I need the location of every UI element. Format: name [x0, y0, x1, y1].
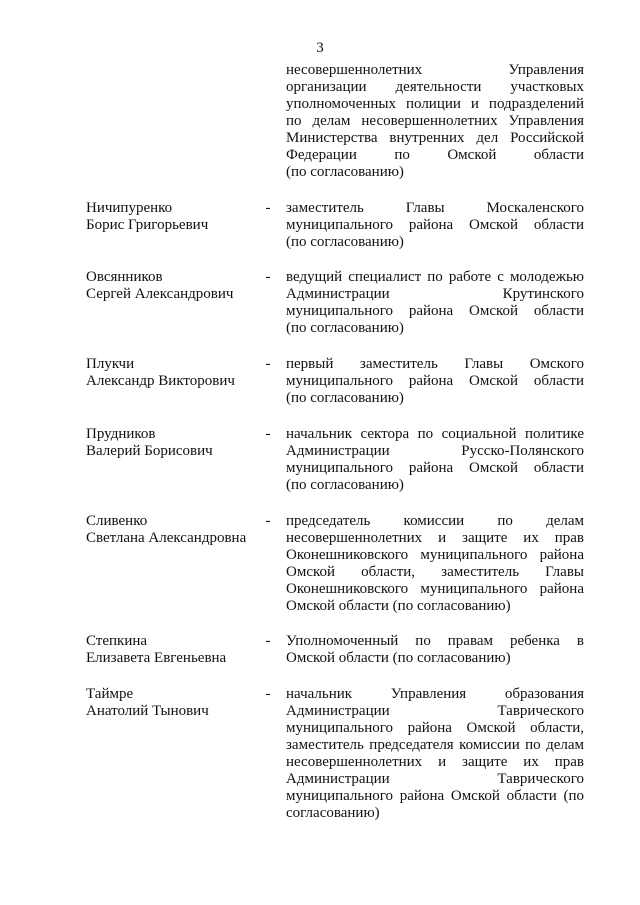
separator-dash: - [265, 356, 271, 372]
position-line: согласованию) [286, 805, 380, 821]
position-line: несовершеннолетних и защите их прав [286, 530, 584, 546]
member-given-names: Александр Викторович [86, 373, 235, 389]
member-surname: Ничипуренко [86, 200, 173, 216]
position-line: Оконешниковского муниципального района [286, 581, 584, 597]
position-line: муниципального района Омской области [286, 373, 584, 389]
text-line: несовершеннолетних Управления [286, 62, 584, 78]
position-line: Администрации Таврического [286, 771, 584, 787]
text-line: организации деятельности участковых [286, 79, 584, 95]
member-given-names: Елизавета Евгеньевна [86, 650, 227, 666]
member-surname: Овсянников [86, 269, 163, 285]
position-line: первый заместитель Главы Омского [286, 356, 584, 372]
member-position [286, 513, 584, 615]
position-line: муниципального района Омской области, [286, 720, 584, 736]
position-line: муниципального района Омской области (по [286, 788, 584, 804]
position-line: начальник сектора по социальной политике [286, 426, 584, 442]
member-name [86, 513, 256, 547]
member-surname: Таймре [86, 686, 134, 702]
separator-dash: - [265, 686, 271, 702]
separator-dash: - [265, 200, 271, 216]
member-position [286, 269, 584, 337]
position-line: муниципального района Омской области [286, 303, 584, 319]
member-given-names: Сергей Александрович [86, 286, 234, 302]
position-line: Омской области (по согласованию) [286, 650, 511, 666]
member-name [86, 633, 256, 667]
member-given-names: Светлана Александровна [86, 530, 247, 546]
position-line: муниципального района Омской области [286, 460, 584, 476]
member-surname: Сливенко [86, 513, 148, 529]
member-name [86, 356, 256, 390]
member-name [86, 269, 256, 303]
member-name [86, 686, 256, 720]
position-line: несовершеннолетних и защите их прав [286, 754, 584, 770]
member-position [286, 633, 584, 667]
position-line: ведущий специалист по работе с молодежью [286, 269, 584, 285]
member-given-names: Валерий Борисович [86, 443, 213, 459]
member-position [286, 200, 584, 251]
member-given-names: Анатолий Тынович [86, 703, 209, 719]
separator-dash: - [265, 633, 271, 649]
position-line: Администрации Русско-Полянского [286, 443, 584, 459]
member-surname: Плукчи [86, 356, 135, 372]
position-line: Омской области, заместитель Главы [286, 564, 584, 580]
member-surname: Прудников [86, 426, 156, 442]
member-position [286, 356, 584, 407]
position-line: Оконешниковского муниципального района [286, 547, 584, 563]
member-given-names: Борис Григорьевич [86, 217, 209, 233]
continued-position-text [286, 62, 584, 181]
text-line: (по согласованию) [286, 164, 404, 180]
separator-dash: - [265, 426, 271, 442]
position-line: Администрации Крутинского [286, 286, 584, 302]
text-line: уполномоченных полиции и подразделений [286, 96, 584, 112]
position-line: заместитель председателя комиссии по делам [286, 737, 584, 753]
member-surname: Степкина [86, 633, 148, 649]
page-number: 3 [316, 40, 324, 56]
member-position [286, 426, 584, 494]
position-line: Администрации Таврического [286, 703, 584, 719]
member-name [86, 426, 256, 460]
separator-dash: - [265, 513, 271, 529]
text-line: Федерации по Омской области [286, 147, 584, 163]
text-line: по делам несовершеннолетних Управления [286, 113, 584, 129]
position-line: председатель комиссии по делам [286, 513, 584, 529]
position-line: Уполномоченный по правам ребенка в [286, 633, 584, 649]
position-line: (по согласованию) [286, 477, 404, 493]
position-line: Омской области (по согласованию) [286, 598, 511, 614]
position-line: заместитель Главы Москаленского [286, 200, 584, 216]
position-line: муниципального района Омской области [286, 217, 584, 233]
member-position [286, 686, 584, 822]
position-line: (по согласованию) [286, 390, 404, 406]
position-line: начальник Управления образования [286, 686, 584, 702]
separator-dash: - [265, 269, 271, 285]
position-line: (по согласованию) [286, 320, 404, 336]
position-line: (по согласованию) [286, 234, 404, 250]
text-line: Министерства внутренних дел Российской [286, 130, 584, 146]
member-name [86, 200, 256, 234]
